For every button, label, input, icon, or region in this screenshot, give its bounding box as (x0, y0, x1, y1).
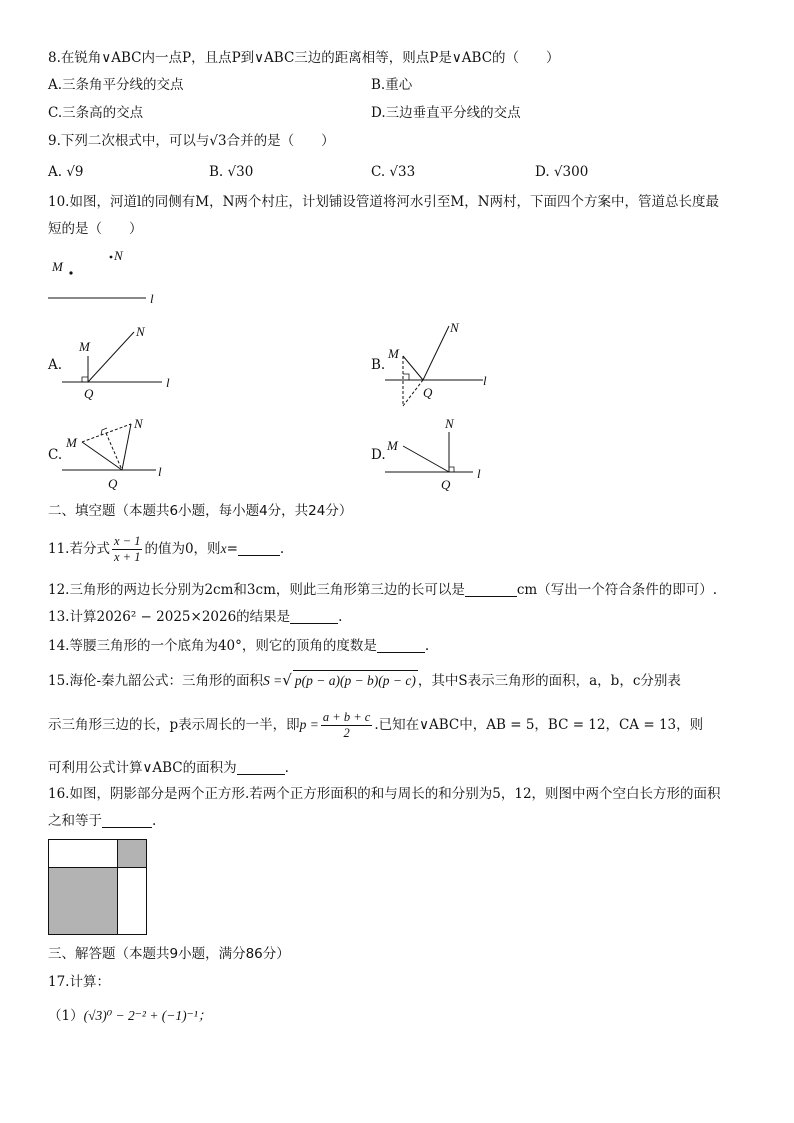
q8-option-c: C.三条高的交点 (48, 105, 144, 121)
svg-text:N: N (450, 320, 459, 335)
q16-large-shaded-square (49, 868, 118, 935)
q9-option-c: C. √33 (371, 164, 416, 180)
svg-text:M: M (387, 438, 398, 453)
svg-text:Q: Q (108, 476, 118, 491)
q10-stem-line1: 10.如图，河道l的同侧有M，N两个村庄，计划铺设管道将河水引至M，N两村，下面四个方案中，管道总长度最 (48, 194, 720, 210)
q8-option-d: D.三边垂直平分线的交点 (371, 105, 521, 121)
svg-text:M: M (79, 339, 90, 354)
svg-text:l: l (483, 373, 487, 388)
q15-formula-radicand: p(p − a)(p − b)(p − c) (293, 670, 418, 691)
q10-option-b-figure (383, 318, 513, 410)
q10-option-d-figure (383, 410, 513, 494)
q13: 13.计算2026² − 2025×2026的结果是 . (48, 609, 343, 625)
q15-line2: 示三角形三边的长，p表示周长的一半，即p = $\frac{a + b + c}{2}$ .已知在∨ABC中，AB = 5，BC = 12，CA = 13，则 (48, 710, 704, 740)
q15-line3: 可利用公式计算∨ABC的面积为 . (48, 760, 289, 776)
svg-text:N: N (136, 324, 145, 339)
q10-stem-line2: 短的是（ ） (48, 221, 143, 237)
q17-part1-expression: (√3)⁰ − 2⁻² + (−1)⁻¹； (83, 1008, 212, 1023)
q8-stem: 8.在锐角∨ABC内一点P，且点P到∨ABC三边的距离相等，则点P是∨ABC的（ ） (48, 50, 560, 66)
svg-text:N: N (445, 416, 454, 431)
q16-small-shaded-square (118, 840, 147, 868)
q9-stem: 9.下列二次根式中，可以与√3合并的是（ ） (48, 133, 335, 149)
svg-text:l: l (477, 466, 481, 481)
q10-main-label-n: N (114, 248, 123, 263)
q16-answer-blank[interactable] (102, 813, 152, 828)
q15-p-fraction: $\frac{a + b + c}{2}$ (322, 710, 371, 740)
section3-title: 三、解答题（本题共9小题，满分86分） (48, 946, 290, 962)
svg-text:Q: Q (441, 477, 451, 492)
q11-var: x (220, 541, 227, 556)
svg-text:M: M (388, 346, 399, 361)
svg-text:Q: Q (84, 386, 94, 401)
q15-formula-lhs: S = (263, 673, 283, 688)
q10-option-c-figure (60, 412, 190, 494)
q9-option-a: A. √9 (48, 164, 84, 180)
svg-text:l: l (166, 375, 170, 390)
q13-expression: 2026² − 2025×2026 (96, 609, 237, 625)
q15-answer-blank[interactable] (237, 760, 285, 775)
svg-text:M: M (66, 435, 77, 450)
q10-option-a-letter: A. (48, 357, 63, 373)
q10-option-a-figure (60, 320, 190, 402)
q11-prefix: 11.若分式 (48, 541, 110, 557)
q11-fraction: $\frac{x - 1}{x + 1}$ (113, 534, 141, 564)
svg-text:Q: Q (423, 385, 433, 400)
q10-main-label-l: l (150, 291, 154, 306)
q11-middle: 的值为0，则 (144, 541, 221, 557)
svg-text:N: N (134, 416, 143, 431)
q9-option-d: D. √300 (535, 164, 589, 180)
section2-title: 二、填空题（本题共6小题，每小题4分，共24分） (48, 503, 353, 519)
q16-line2: 之和等于 . (48, 813, 157, 829)
q9-option-b: B. √30 (209, 164, 254, 180)
q10-main-label-m: M (52, 259, 63, 274)
q8-option-a: A.三条角平分线的交点 (48, 77, 184, 93)
q13-answer-blank[interactable] (290, 609, 338, 624)
q17-stem: 17.计算： (48, 974, 110, 990)
q17-part1: （1）(√3)⁰ − 2⁻² + (−1)⁻¹； (48, 1008, 212, 1024)
q14: 14.等腰三角形的一个底角为40°，则它的顶角的度数是 . (48, 638, 430, 654)
q10-main-figure (40, 240, 170, 310)
q11: 11.若分式 $\frac{x - 1}{x + 1}$ 的值为0，则x= . (48, 534, 285, 564)
q16-line1: 16.如图，阴影部分是两个正方形.若两个正方形面积的和与周长的和分别为5，12，则图中两个空白长方形的面积 (48, 786, 721, 802)
q12-answer-blank[interactable] (465, 582, 517, 597)
q15-line1: 15.海伦-秦九韶公式：三角形的面积S =√ p(p − a)(p − b)(p − c) ，其中S表示三角形的面积，a，b，c分别表 (48, 671, 681, 689)
q14-answer-blank[interactable] (377, 638, 425, 653)
q16-squares-figure (48, 839, 148, 936)
q8-option-b: B.重心 (371, 77, 413, 93)
q11-answer-blank[interactable] (238, 541, 280, 556)
q10-option-c-letter: C. (48, 447, 63, 463)
q10-option-d-letter: D. (371, 447, 386, 463)
q12: 12.三角形的两边长分别为2cm和3cm，则此三角形第三边的长可以是 cm（写出一个符合条件的即可）. (48, 582, 718, 598)
q10-option-b-letter: B. (371, 357, 386, 373)
svg-text:l: l (158, 464, 162, 479)
